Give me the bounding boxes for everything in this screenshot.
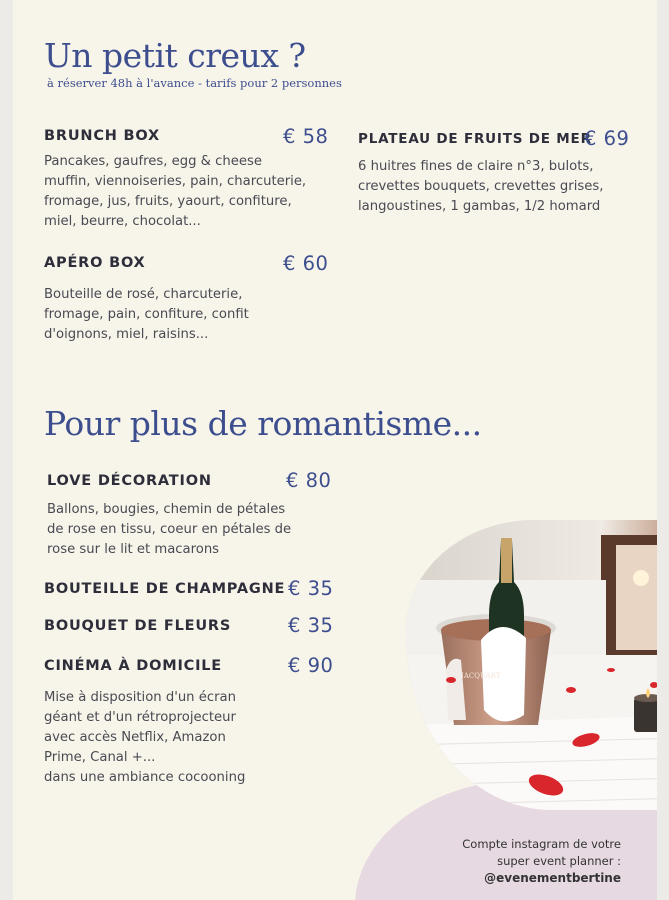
item-price-champagne: € 35 xyxy=(288,577,334,600)
right-margin xyxy=(657,0,669,900)
section-subtitle: à réserver 48h à l'avance - tarifs pour 2 personnes xyxy=(47,76,342,90)
champagne-photo xyxy=(406,520,657,810)
instagram-line-2: super event planner : xyxy=(497,854,621,868)
item-desc-apero-box: Bouteille de rosé, charcuterie, fromage, pain, confiture, confit d'oignons, miel, raisins... xyxy=(44,287,249,342)
section-title-snacks: Un petit creux ? xyxy=(44,36,306,75)
item-desc-seafood-platter: 6 huitres fines de claire n°3, bulots, crevettes bouquets, crevettes grises, langoustines, 1 gambas, 1/2 homard xyxy=(358,159,604,214)
item-name-champagne: BOUTEILLE DE CHAMPAGNE xyxy=(44,581,286,597)
item-desc-love-decoration: Ballons, bougies, chemin de pétales de rose en tissu, coeur en pétales de rose sur le lit et macarons xyxy=(47,502,292,557)
item-price-seafood-platter: € 69 xyxy=(584,127,630,150)
menu-page xyxy=(13,0,657,900)
item-name-seafood-platter: PLATEAU DE FRUITS DE MER xyxy=(358,131,592,147)
item-desc-home-cinema: Mise à disposition d'un écran géant et d'un rétroprojecteur avec accès Netflix, Amazon Prime, Canal +... dans une ambiance cocooning xyxy=(44,690,246,785)
champagne-bucket-illustration xyxy=(406,520,657,810)
section-title-romance: Pour plus de romantisme... xyxy=(44,404,482,443)
item-price-brunch-box: € 58 xyxy=(283,125,329,148)
instagram-credit xyxy=(431,836,621,887)
item-price-apero-box: € 60 xyxy=(283,252,329,275)
item-price-love-decoration: € 80 xyxy=(286,469,332,492)
item-price-home-cinema: € 90 xyxy=(288,654,334,677)
left-margin xyxy=(0,0,13,900)
item-name-love-decoration: LOVE DÉCORATION xyxy=(47,473,212,489)
instagram-line-1: Compte instagram de votre xyxy=(462,837,621,851)
photo-label: JACQUART xyxy=(461,672,501,680)
instagram-handle[interactable]: @evenementbertine xyxy=(484,871,621,885)
item-name-flowers: BOUQUET DE FLEURS xyxy=(44,618,232,634)
item-desc-brunch-box: Pancakes, gaufres, egg & cheese muffin, viennoiseries, pain, charcuterie, fromage, jus, fruits, yaourt, confiture, miel, beurre, chocolat... xyxy=(44,154,307,229)
item-name-apero-box: APÉRO BOX xyxy=(44,255,146,271)
item-name-home-cinema: CINÉMA À DOMICILE xyxy=(44,658,223,674)
item-name-brunch-box: BRUNCH BOX xyxy=(44,128,160,144)
item-price-flowers: € 35 xyxy=(288,614,334,637)
